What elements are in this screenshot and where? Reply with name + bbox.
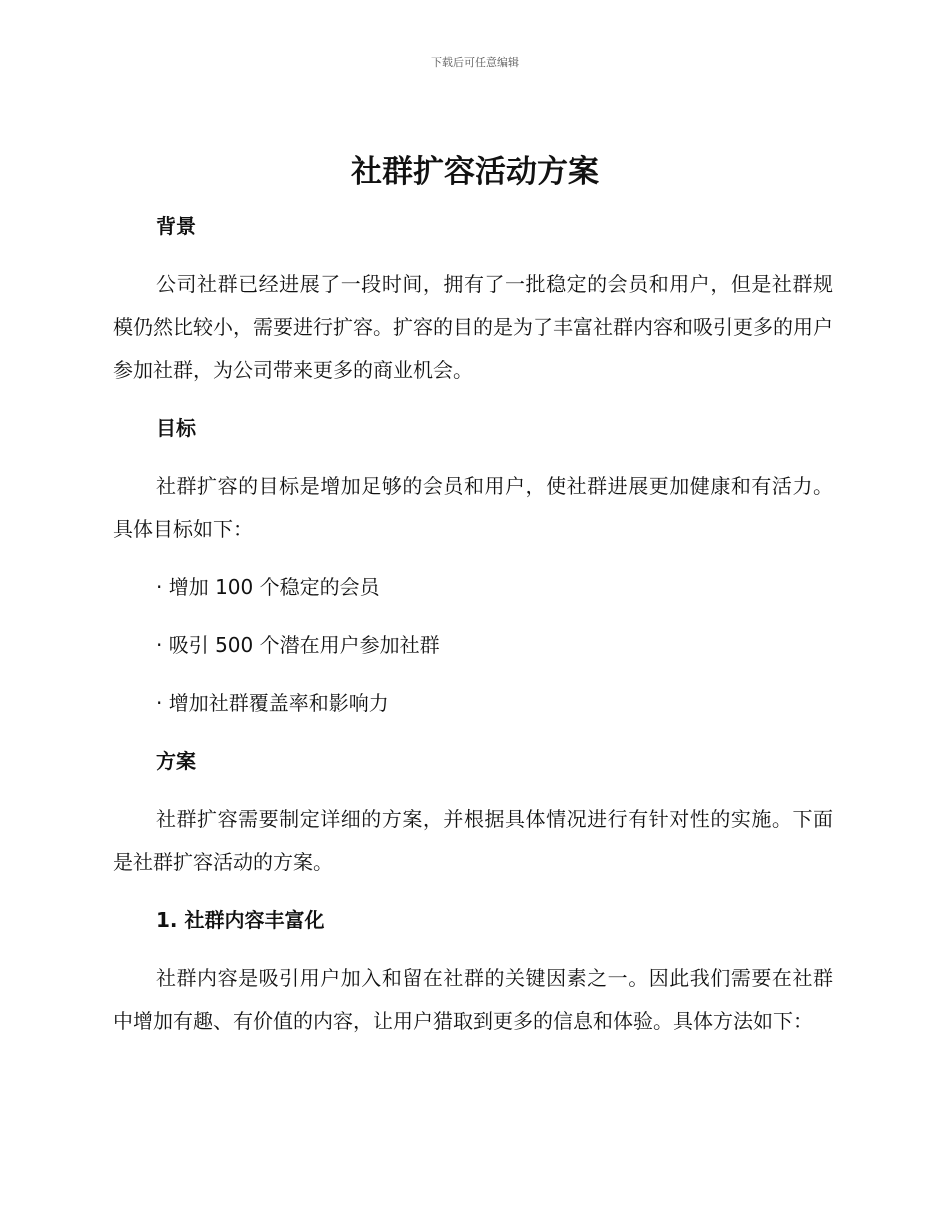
section-heading-background: 背景 [156, 214, 196, 238]
section-heading-plan: 方案 [156, 749, 196, 773]
section-heading-goal: 目标 [156, 416, 196, 440]
background-paragraph: 公司社群已经进展了一段时间，拥有了一批稳定的会员和用户，但是社群规模仍然比较小，需要进行扩容。扩容的目的是为了丰富社群内容和吸引更多的用户参加社群，为公司带来更多的商业机会。 [113, 272, 833, 382]
plan-paragraph: 社群扩容需要制定详细的方案，并根据具体情况进行有针对性的实施。下面是社群扩容活动的方案。 [113, 807, 833, 874]
document-title: 社群扩容活动方案 [351, 154, 599, 190]
content-enrichment-paragraph: 社群内容是吸引用户加入和留在社群的关键因素之一。因此我们需要在社群中增加有趣、有价值的内容，让用户猎取到更多的信息和体验。具体方法如下： [113, 966, 833, 1033]
section-heading-content-enrichment: 1. 社群内容丰富化 [156, 908, 325, 932]
goal-paragraph: 社群扩容的目标是增加足够的会员和用户，使社群进展更加健康和有活力。具体目标如下： [113, 474, 833, 541]
goal-bullet-item: · 吸引 500 个潜在用户参加社群 [156, 633, 440, 657]
goal-bullet-item: · 增加社群覆盖率和影响力 [156, 691, 389, 715]
goal-bullet-item: · 增加 100 个稳定的会员 [156, 575, 380, 599]
document-body [113, 205, 833, 1058]
page-header: 下载后可任意编辑 [431, 56, 519, 69]
